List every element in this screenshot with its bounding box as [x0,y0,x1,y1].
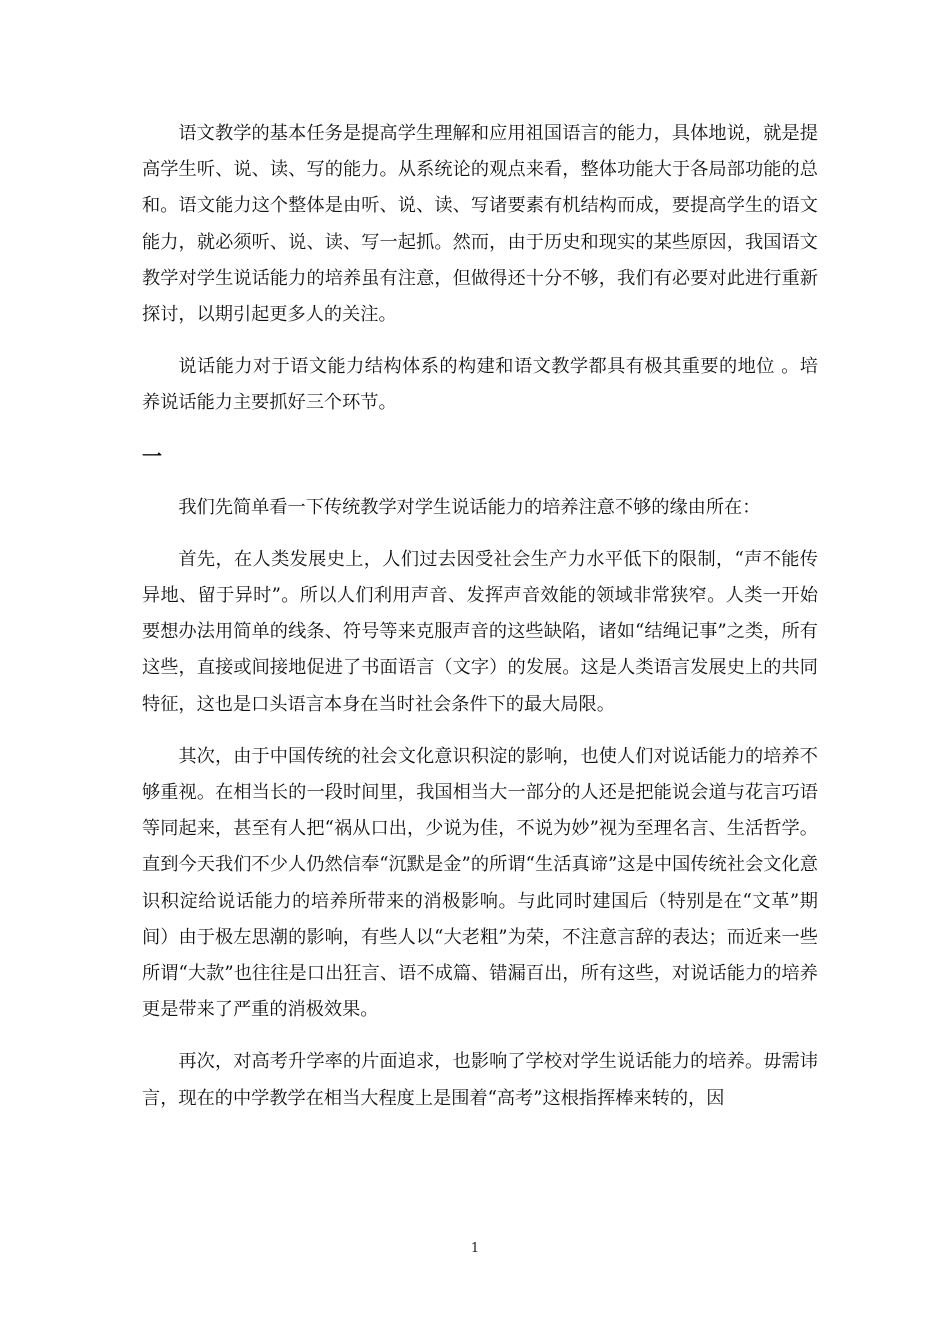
paragraph-section-2: 首先，在人类发展史上，人们过去因受社会生产力水平低下的限制，“声不能传异地、留于异时”。所以人们利用声音、发挥声音效能的领域非常狭窄。人类一开始要想办法用简单的线条、符号等来克服声音的这些缺陷，诸如“结绳记事”之类，所有这些，直接或间接地促进了书面语言（文字）的发展。这是人类语言发展史上的共同特征，这也是口头语言本身在当时社会条件下的最大局限。 [142,548,818,715]
paragraph-intro-2: 说话能力对于语文能力结构体系的构建和语文教学都具有极其重要的地位 。培养说话能力主要抓好三个环节。 [142,356,818,414]
paragraph-section-1: 我们先简单看一下传统教学对学生说话能力的培养注意不够的缘由所在： [178,496,761,518]
section-heading: 一 [142,443,162,468]
document-body [142,116,818,1133]
paragraph-section-4: 再次，对高考升学率的片面追求，也影响了学校对学生说话能力的培养。毋需讳言，现在的中学教学在相当大程度上是围着“高考”这根指挥棒来转的，因 [142,1051,818,1109]
page-number: 1 [470,1241,480,1256]
paragraph-section-3: 其次，由于中国传统的社会文化意识积淀的影响，也使人们对说话能力的培养不够重视。在相当长的一段时间里，我国相当大一部分的人还是把能说会道与花言巧语等同起来，甚至有人把“祸从口出，少说为佳，不说为妙”视为至理名言、生活哲学。直到今天我们不少人仍然信奉“沉默是金”的所谓“生活真谛”这是中国传统社会文化意识积淀给说话能力的培养所带来的消极影响。与此同时建国后（特别是在“文革”期间）由于极左思潮的影响，有些人以“大老粗”为荣，不注意言辞的表达；而近来一些所谓“大款”也往往是口出狂言、语不成篇、错漏百出，所有这些，对说话能力的培养更是带来了严重的消极效果。 [142,745,818,1021]
paragraph-intro-1: 语文教学的基本任务是提高学生理解和应用祖国语言的能力，具体地说，就是提高学生听、说、读、写的能力。从系统论的观点来看，整体功能大于各局部功能的总和。语文能力这个整体是由听、说、读、写诸要素有机结构而成，要提高学生的语文能力，就必须听、说、读、写一起抓。然而，由于历史和现实的某些原因，我国语文教学对学生说话能力的培养虽有注意，但做得还十分不够，我们有必要对此进行重新探讨，以期引起更多人的关注。 [142,123,818,326]
